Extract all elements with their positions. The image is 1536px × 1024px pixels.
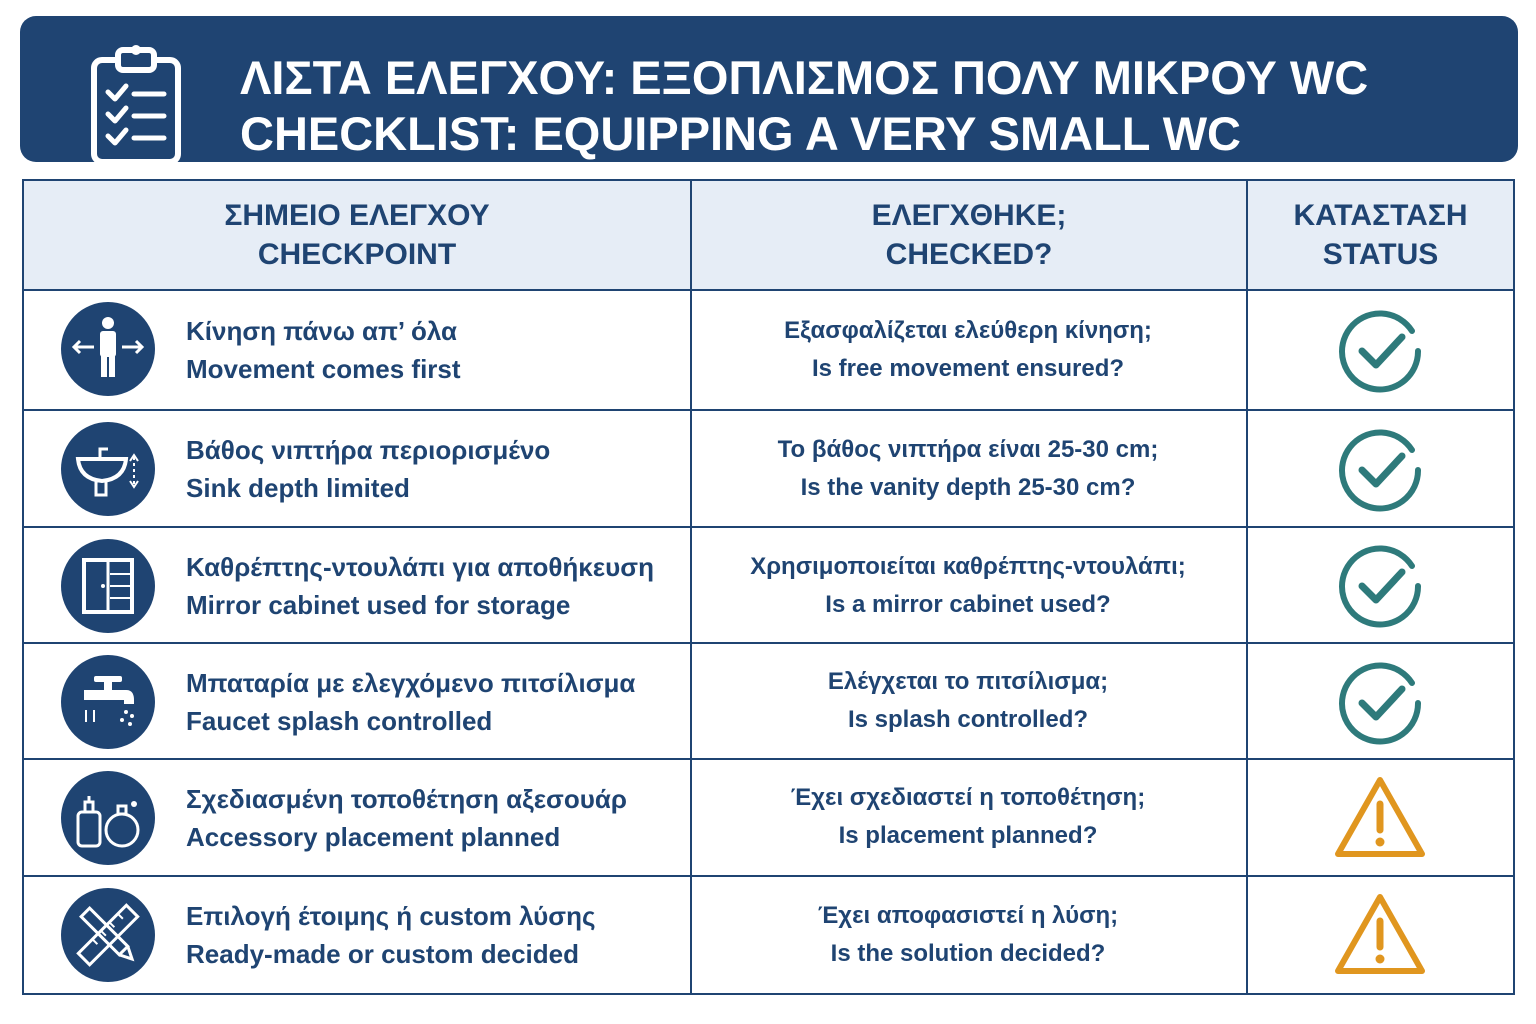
column-header-label: CHECKPOINT — [257, 238, 457, 271]
checkpoint-greek: Βάθος νιπτήρα περιορισμένο — [186, 435, 551, 465]
title-english: CHECKLIST: EQUIPPING A VERY SMALL WC — [240, 107, 1241, 160]
checkpoint-english: Ready-made or custom decided — [186, 939, 579, 969]
question-greek: Χρησιμοποιείται καθρέπτης-ντουλάπι; — [750, 553, 1186, 580]
accessories-icon — [60, 770, 156, 866]
check-circle-icon — [1334, 424, 1426, 516]
question-greek: Εξασφαλίζεται ελεύθερη κίνηση; — [784, 317, 1152, 344]
question-english: Is a mirror cabinet used? — [825, 591, 1111, 618]
column-header-label: STATUS — [1322, 238, 1439, 271]
question-text — [690, 548, 1246, 624]
column-divider — [690, 181, 692, 993]
check-circle-icon — [1334, 305, 1426, 397]
question-text — [690, 897, 1246, 973]
column-header-label: ΣΗΜΕΙΟ ΕΛΕΓΧΟΥ — [224, 199, 490, 232]
table-header — [24, 181, 1513, 291]
table-row — [24, 644, 1513, 760]
table-row — [24, 291, 1513, 411]
table-row — [24, 411, 1513, 528]
check-circle-icon — [1334, 657, 1426, 749]
question-english: Is free movement ensured? — [811, 355, 1125, 382]
ruler-pencil-icon — [60, 887, 156, 983]
question-text — [690, 779, 1246, 855]
title-greek: ΛΙΣΤΑ ΕΛΕΓΧΟΥ: ΕΞΟΠΛΙΣΜΟΣ ΠΟΛΥ ΜΙΚΡΟΥ WC — [240, 51, 1369, 104]
column-header-status — [1248, 181, 1513, 289]
person-movement-icon — [60, 301, 156, 397]
title-banner — [20, 16, 1518, 162]
question-greek: Το βάθος νιπτήρα είναι 25-30 cm; — [777, 436, 1159, 463]
table-row — [24, 760, 1513, 877]
checkpoint-greek: Κίνηση πάνω απ’ όλα — [186, 316, 457, 346]
column-header-checkpoint — [24, 181, 690, 289]
checkpoint-english: Mirror cabinet used for storage — [186, 590, 571, 620]
checkpoint-english: Accessory placement planned — [186, 822, 561, 852]
checkpoint-greek: Σχεδιασμένη τοποθέτηση αξεσουάρ — [186, 784, 627, 814]
faucet-splash-icon — [60, 654, 156, 750]
column-header-label: CHECKED? — [885, 238, 1053, 271]
checkpoint-text — [186, 548, 654, 624]
question-english: Is the solution decided? — [830, 940, 1106, 967]
question-english: Is the vanity depth 25-30 cm? — [800, 474, 1136, 501]
check-circle-icon — [1334, 540, 1426, 632]
checkpoint-text — [186, 897, 596, 973]
question-text — [690, 431, 1246, 507]
checkpoint-english: Sink depth limited — [186, 473, 410, 503]
checkpoint-text — [186, 431, 550, 507]
warning-triangle-icon — [1334, 772, 1426, 864]
question-text — [690, 663, 1246, 739]
column-header-label: ΚΑΤΑΣΤΑΣΗ — [1293, 199, 1468, 232]
checkpoint-text — [186, 312, 461, 388]
table-row — [24, 528, 1513, 644]
question-english: Is placement planned? — [838, 822, 1098, 849]
question-greek: Έχει αποφασιστεί η λύση; — [817, 902, 1119, 929]
checkpoint-greek: Καθρέπτης-ντουλάπι για αποθήκευση — [186, 552, 654, 582]
sink-depth-icon — [60, 421, 156, 517]
checkpoint-english: Faucet splash controlled — [186, 706, 493, 736]
question-english: Is splash controlled? — [847, 706, 1089, 733]
column-header-checked — [692, 181, 1246, 289]
table-row — [24, 877, 1513, 993]
clipboard-checklist-icon — [88, 44, 184, 168]
column-divider — [1246, 181, 1248, 993]
question-greek: Ελέγχεται το πιτσίλισμα; — [827, 668, 1109, 695]
checklist-table — [22, 179, 1515, 995]
mirror-cabinet-icon — [60, 538, 156, 634]
checkpoint-english: Movement comes first — [186, 354, 461, 384]
page-title — [240, 50, 1368, 162]
question-greek: Έχει σχεδιαστεί η τοποθέτηση; — [790, 784, 1146, 811]
checkpoint-greek: Μπαταρία με ελεγχόμενο πιτσίλισμα — [186, 668, 636, 698]
checkpoint-greek: Επιλογή έτοιμης ή custom λύσης — [186, 901, 596, 931]
column-header-label: ΕΛΕΓΧΘΗΚΕ; — [871, 199, 1067, 232]
question-text — [690, 312, 1246, 388]
checkpoint-text — [186, 780, 627, 856]
checkpoint-text — [186, 664, 635, 740]
warning-triangle-icon — [1334, 889, 1426, 981]
